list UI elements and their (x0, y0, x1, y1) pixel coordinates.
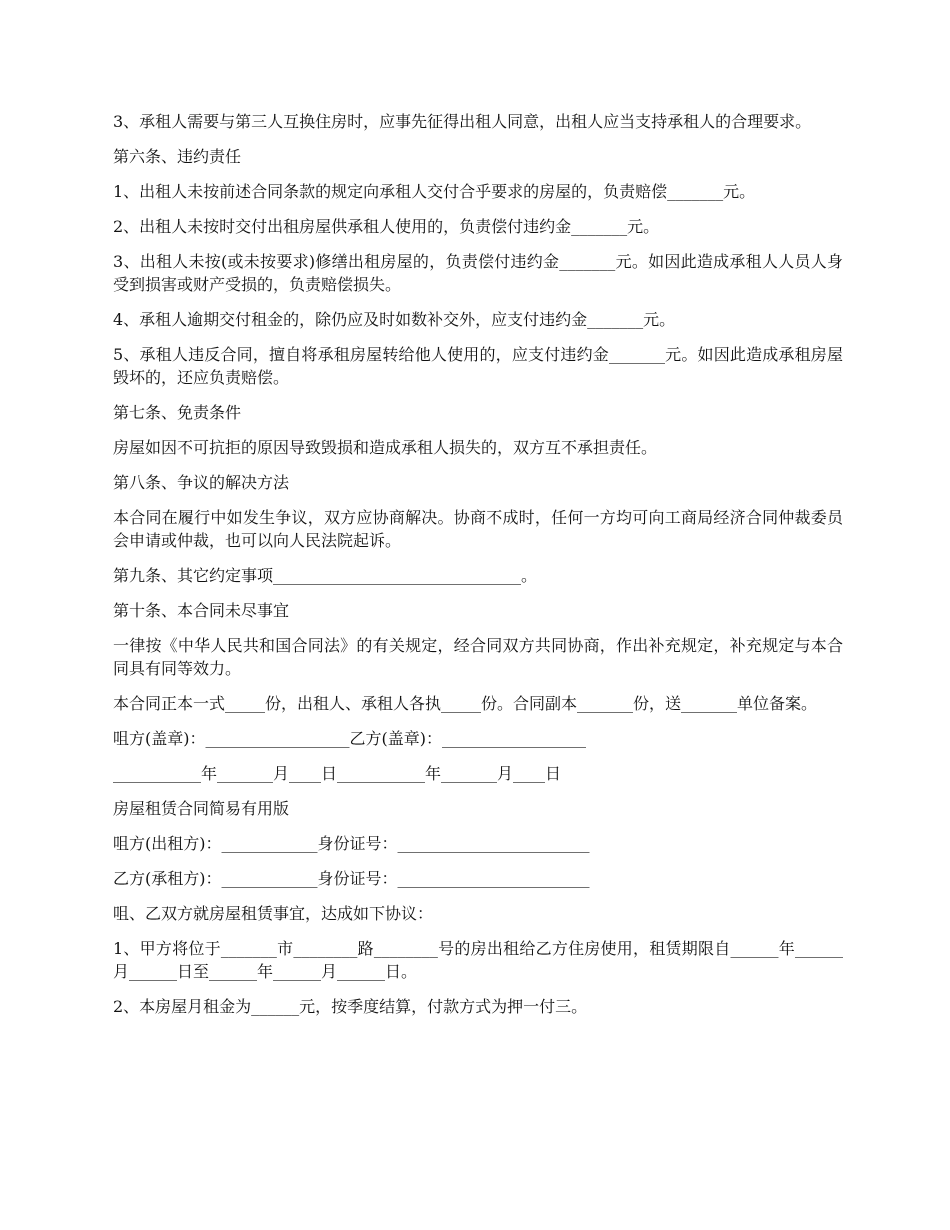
clause-6-5: 5、承租人违反合同，擅自将承租房屋转给他人使用的，应支付违约金_______元。如因此造成承租房屋毁坏的，还应负责赔偿。 (113, 345, 843, 387)
clause-6-2: 2、出租人未按时交付出租房屋供承租人使用的，负责偿付违约金_______元。 (113, 217, 660, 236)
document-page (113, 110, 843, 1030)
term-clause-1: 1、甲方将位于_______市________路________号的房出租给乙方住房使用，租赁期限自______年______月______日至______年______月______日。 (113, 939, 843, 981)
article-8-body: 本合同在履行中如发生争议，双方应协商解决。协商不成时，任何一方均可向工商局经济合同仲裁委员会申请或仲裁，也可以向人民法院起诉。 (113, 508, 843, 550)
article-6-heading: 第六条、违约责任 (113, 147, 242, 166)
clause-6-3: 3、出租人未按(或未按要求)修缮出租房屋的，负责偿付违约金_______元。如因此造成承租人人员人身受到损害或财产受损的，负责赔偿损失。 (113, 252, 843, 294)
term-clause-2: 2、本房屋月租金为______元，按季度结算，付款方式为押一付三。 (113, 997, 588, 1016)
article-7-body: 房屋如因不可抗拒的原因导致毁损和造成承租人损失的，双方互不承担责任。 (113, 438, 658, 457)
agreement-intro: 咀、乙双方就房屋租赁事宜，达成如下协议： (113, 904, 434, 923)
date-line: ___________年_______月____日___________年_______月____日 (113, 764, 562, 783)
lessor-line: 咀方(出租方)：____________身份证号：________________________ (113, 834, 590, 853)
second-contract-title: 房屋租赁合同简易有用版 (113, 799, 290, 818)
signature-line: 咀方(盖章)：__________________乙方(盖章)：__________________ (113, 729, 586, 748)
clause-6-4: 4、承租人逾期交付租金的，除仍应及时如数补交外，应支付违约金_______元。 (113, 310, 676, 329)
clause-6-1: 1、出租人未按前述合同条款的规定向承租人交付合乎要求的房屋的，负责赔偿_______元。 (113, 182, 756, 201)
clause-3-exchange: 3、承租人需要与第三人互换住房时，应事先征得出租人同意，出租人应当支持承租人的合理要求。 (113, 112, 812, 131)
article-10-body: 一律按《中华人民共和国合同法》的有关规定，经合同双方共同协商，作出补充规定，补充规定与本合同具有同等效力。 (113, 636, 843, 678)
lessee-line: 乙方(承租方)：____________身份证号：________________________ (113, 869, 590, 888)
article-7-heading: 第七条、免责条件 (113, 403, 242, 422)
copies-clause: 本合同正本一式_____份，出租人、承租人各执_____份。合同副本_______份，送_______单位备案。 (113, 694, 818, 713)
article-9-line: 第九条、其它约定事项_______________________________。 (113, 566, 538, 585)
article-8-heading: 第八条、争议的解决方法 (113, 473, 290, 492)
article-10-heading: 第十条、本合同未尽事宜 (113, 601, 290, 620)
